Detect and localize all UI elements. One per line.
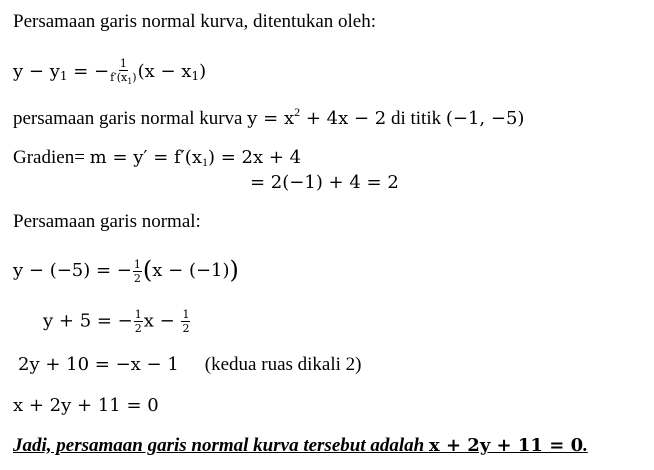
- step1-open-paren: (: [142, 256, 153, 284]
- formula-den-part-b: ): [132, 71, 137, 84]
- formula-rhs-a: (x − x: [137, 61, 192, 82]
- step1-fraction-denominator: 2: [133, 271, 141, 285]
- question-line: [13, 106, 524, 128]
- step4-expr: x + 2y + 11 = 0: [13, 395, 159, 416]
- step2-fraction-1: [134, 309, 143, 334]
- step1-b: x − (−1): [152, 260, 230, 281]
- step-4: [13, 397, 159, 415]
- conclusion-end: .: [583, 435, 588, 456]
- heading-line: [13, 12, 376, 31]
- gradient-expr-subscript: 1: [201, 155, 208, 169]
- step2-fraction-2: [181, 309, 190, 334]
- normal-heading-line: [13, 212, 201, 231]
- formula-fraction: [110, 58, 136, 86]
- step-2: [43, 309, 191, 334]
- formula-fraction-denominator: [110, 71, 136, 86]
- formula-lhs-subscript: 1: [59, 69, 68, 83]
- normal-line-formula: [13, 58, 206, 86]
- formula-equals: = −: [67, 61, 110, 82]
- step1-close-paren: ): [229, 256, 239, 284]
- step2-a: y + 5 = −: [43, 310, 133, 332]
- conclusion-line: [13, 436, 588, 455]
- step2-b: x −: [143, 310, 181, 332]
- step3-expr: 2y + 10 = −x − 1: [18, 354, 179, 375]
- step1-fraction-numerator: 1: [133, 257, 141, 271]
- conclusion-text: Jadi, persamaan garis normal kurva tersebut adalah: [13, 435, 429, 456]
- formula-den-subscript: 1: [127, 77, 133, 86]
- conclusion-expr: x + 2y + 11 = 0: [428, 435, 584, 456]
- step1-a: y − (−5) = −: [13, 260, 132, 281]
- question-mid: di titik: [386, 108, 446, 129]
- gradient-line-1: [13, 148, 301, 168]
- step2-fraction2-denominator: 2: [182, 322, 190, 335]
- question-curve-exponent: 2: [294, 105, 301, 119]
- normal-heading-text: Persamaan garis normal:: [13, 211, 201, 232]
- formula-rhs-b: ): [199, 61, 207, 82]
- question-text: persamaan garis normal kurva: [13, 108, 248, 129]
- formula-fraction-numerator: 1: [119, 57, 127, 70]
- step-3: [18, 355, 362, 374]
- step2-fraction1-denominator: 2: [134, 322, 142, 335]
- gradient-line-2: [250, 174, 399, 192]
- step3-note: (kedua ruas dikali 2): [204, 354, 362, 375]
- step-1: [13, 258, 239, 284]
- gradient-expr-b: ) = 2x + 4: [207, 147, 302, 168]
- gradient-expr-a: m = y′ = f′(x: [89, 147, 202, 168]
- formula-rhs-subscript: 1: [191, 69, 200, 83]
- formula-lhs: y − y: [13, 61, 60, 82]
- question-curve-a: y = x: [247, 108, 295, 129]
- step1-fraction: [133, 259, 142, 284]
- gradient-label: Gradien=: [13, 147, 90, 168]
- step2-fraction2-numerator: 1: [182, 308, 190, 321]
- heading-text: Persamaan garis normal kurva, ditentukan oleh:: [13, 11, 377, 32]
- step2-fraction1-numerator: 1: [134, 308, 142, 321]
- formula-den-part-a: f′(x: [110, 71, 128, 84]
- question-point: (−1, −5): [445, 108, 525, 129]
- gradient-result: = 2(−1) + 4 = 2: [250, 172, 399, 193]
- question-curve-b: + 4x − 2: [300, 108, 387, 129]
